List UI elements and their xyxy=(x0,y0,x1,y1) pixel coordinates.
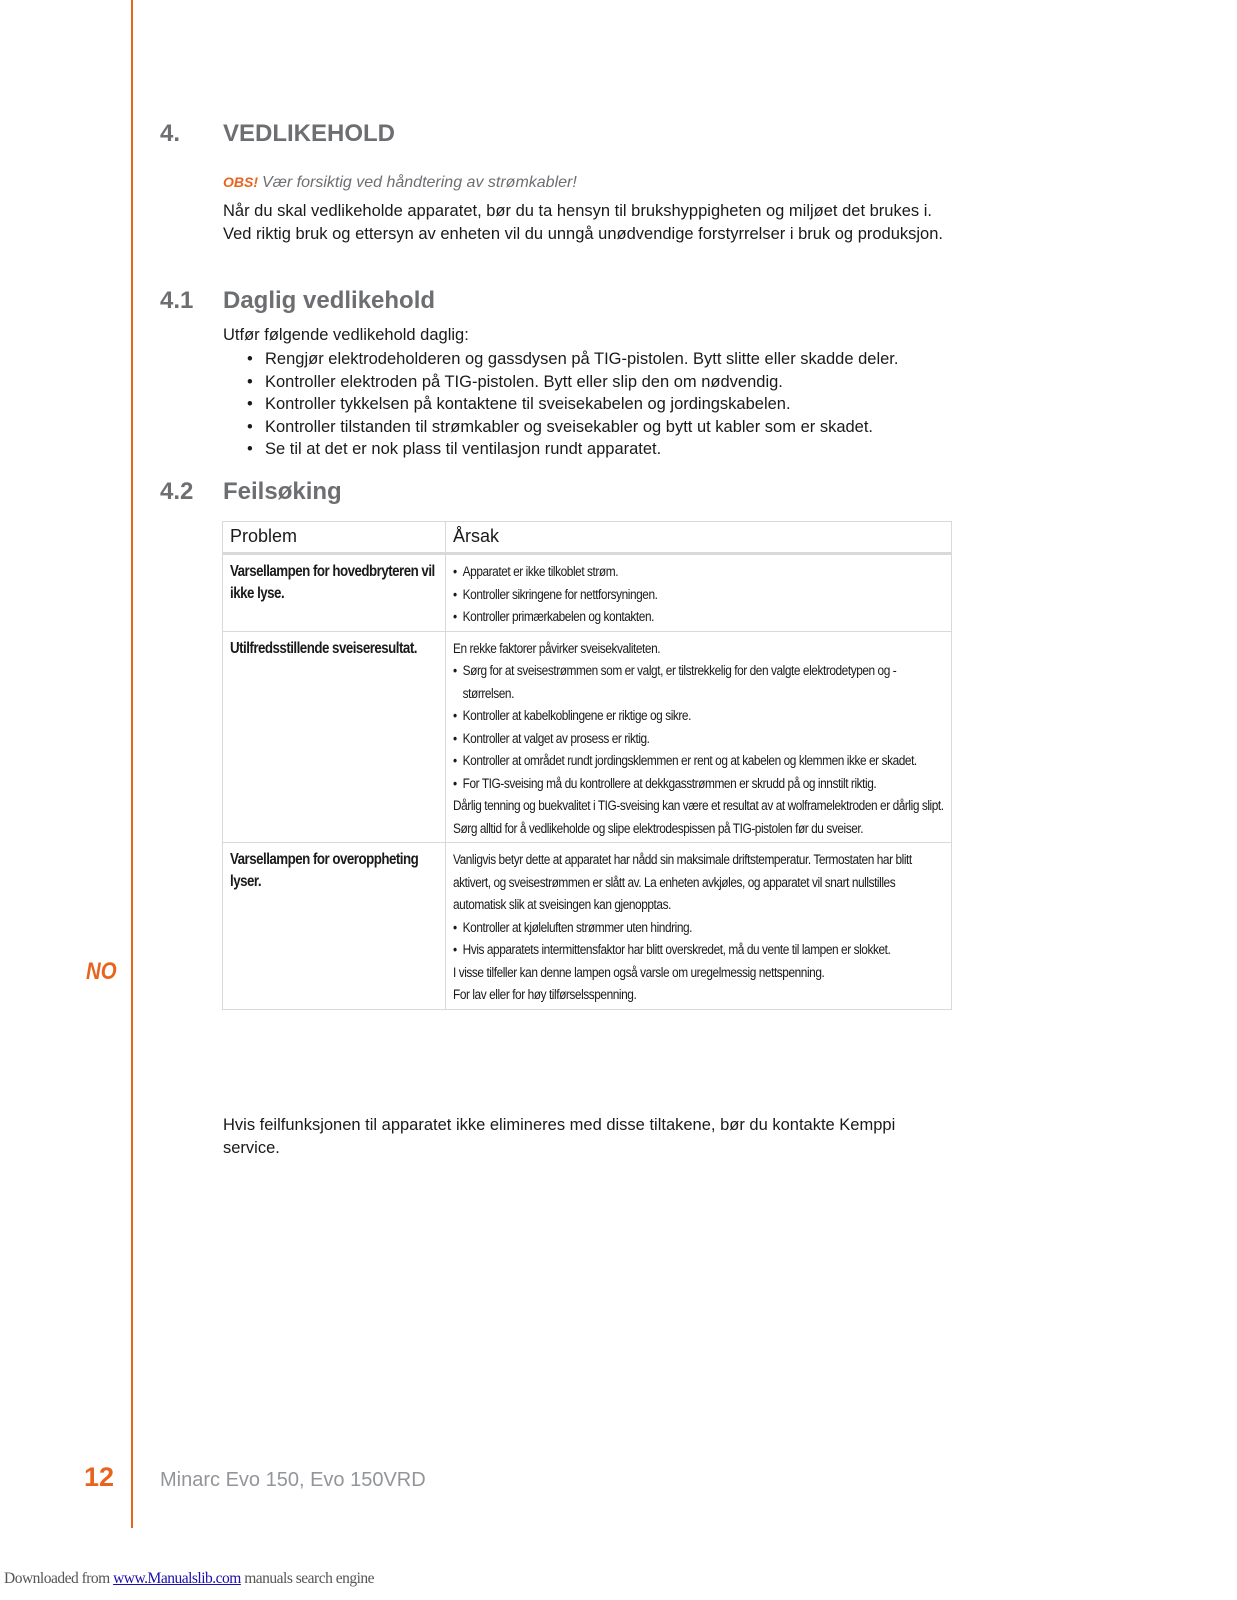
list-item: • Kontroller tilstanden til strømkabler og sveisekabler og bytt ut kabler som er skadet. xyxy=(245,416,898,439)
cause-bullet: • Apparatet er ikke tilkoblet strøm. xyxy=(453,561,946,584)
product-name: Minarc Evo 150, Evo 150VRD xyxy=(160,1469,426,1491)
cause-bullet: • For TIG-sveising må du kontrollere at dekkgasstrømmen er skrudd på og innstilt riktig. xyxy=(453,773,946,796)
cause-list xyxy=(453,638,946,841)
daily-title: Daglig vedlikehold xyxy=(223,287,436,314)
table-body xyxy=(223,554,952,1010)
problem-cell xyxy=(223,631,446,843)
header-cause: Årsak xyxy=(446,522,952,554)
cause-bullet: • Kontroller sikringene for nettforsyningen. xyxy=(453,584,946,607)
cause-bullet: • Kontroller at valget av prosess er riktig. xyxy=(453,728,946,751)
cause-bullet: • Sørg for at sveisestrømmen som er valgt, er tilstrekkelig for den valgte elektrodetypen og -størrelsen. xyxy=(453,660,946,705)
daily-number: 4.1 xyxy=(160,287,194,314)
troubleshooting-number: 4.2 xyxy=(160,478,194,505)
header-problem: Problem xyxy=(223,522,446,554)
troubleshooting-title: Feilsøking xyxy=(223,478,342,505)
daily-list xyxy=(245,348,898,461)
problem-cell xyxy=(223,554,446,632)
list-item: • Kontroller elektroden på TIG-pistolen. Bytt eller slip den om nødvendig. xyxy=(245,371,898,394)
obs-note xyxy=(223,174,577,192)
closing-paragraph: Hvis feilfunksjonen til apparatet ikke elimineres med disse tiltakene, bør du kontakte Kemppi service. xyxy=(223,1116,896,1157)
section-heading xyxy=(160,120,395,148)
daily-lead: Utfør følgende vedlikehold daglig: xyxy=(223,326,469,344)
obs-tag: OBS! xyxy=(223,174,258,190)
language-label: NO xyxy=(86,958,117,985)
cause-text: For lav eller for høy tilførselsspenning. xyxy=(453,987,637,1002)
table-row xyxy=(223,843,952,1010)
obs-text: Vær forsiktig ved håndtering av strømkabler! xyxy=(262,174,577,191)
list-item: • Se til at det er nok plass til ventilasjon rundt apparatet. xyxy=(245,438,898,461)
cause-cell xyxy=(446,554,952,632)
cause-cell xyxy=(446,843,952,1010)
table-row xyxy=(223,631,952,843)
table-row xyxy=(223,554,952,632)
troubleshooting-heading xyxy=(160,478,342,506)
problem-text: Utilfredsstillende sveiseresultat. xyxy=(230,639,417,657)
list-item: • Rengjør elektrodeholderen og gassdysen på TIG-pistolen. Bytt slitte eller skadde deler. xyxy=(245,348,898,371)
daily-heading xyxy=(160,287,435,315)
table-header-row xyxy=(223,522,952,554)
footer-prefix: Downloaded from xyxy=(4,1570,114,1587)
footer-divider xyxy=(131,1503,133,1528)
margin-rule xyxy=(131,0,133,1528)
cause-text: En rekke faktorer påvirker sveisekvaliteten. xyxy=(453,640,661,656)
problem-text: Varsellampen for hovedbryteren vil ikke lyse. xyxy=(230,563,435,602)
cause-text: Vanligvis betyr dette at apparatet har nådd sin maksimale driftstemperatur. Termostaten har blitt aktivert, og sveisestrømmen er slått av. La enheten avkjøles, og apparatet vil snart nullstilles automatisk slik at sveisingen kan gjenopptas. xyxy=(453,852,912,912)
problem-cell xyxy=(223,843,446,1010)
cause-list xyxy=(453,561,946,629)
cause-cell xyxy=(446,631,952,843)
cause-bullet: • Hvis apparatets intermittensfaktor har blitt overskredet, må du vente til lampen er slokket. xyxy=(453,939,946,962)
cause-bullet: • Kontroller at kabelkoblingene er riktige og sikre. xyxy=(453,705,946,728)
cause-bullet: • Kontroller primærkabelen og kontakten. xyxy=(453,606,946,629)
cause-bullet: • Kontroller at kjøleluften strømmer uten hindring. xyxy=(453,917,946,940)
intro-paragraph: Når du skal vedlikeholde apparatet, bør du ta hensyn til brukshyppigheten og miljøet det brukes i. Ved riktig bruk og ettersyn av enheten vil du unngå unødvendige forstyrrelser i bruk og produksjon. xyxy=(223,202,943,243)
section-number: 4. xyxy=(160,120,181,147)
troubleshooting-table xyxy=(222,521,952,1010)
problem-text: Varsellampen for overoppheting lyser. xyxy=(230,851,419,890)
list-item: • Kontroller tykkelsen på kontaktene til sveisekabelen og jordingskabelen. xyxy=(245,393,898,416)
cause-bullet: • Kontroller at området rundt jordingsklemmen er rent og at kabelen og klemmen ikke er skadet. xyxy=(453,750,946,773)
footer-suffix: manuals search engine xyxy=(240,1570,375,1587)
section-title: VEDLIKEHOLD xyxy=(223,120,396,147)
manualslib-link[interactable]: www.Manualslib.com xyxy=(113,1570,241,1587)
download-footer xyxy=(4,1570,374,1588)
page-number: 12 xyxy=(84,1462,115,1492)
cause-text: I visse tilfeller kan denne lampen også varsle om uregelmessig nettspenning. xyxy=(453,964,825,980)
cause-text: Dårlig tenning og buekvalitet i TIG-sveising kan være et resultat av at wolframelektroden er dårlig slipt. Sørg alltid for å vedlikeholde og slipe elektrodespissen på TIG-pistolen før du sveiser. xyxy=(453,798,944,836)
cause-list xyxy=(453,849,946,1007)
